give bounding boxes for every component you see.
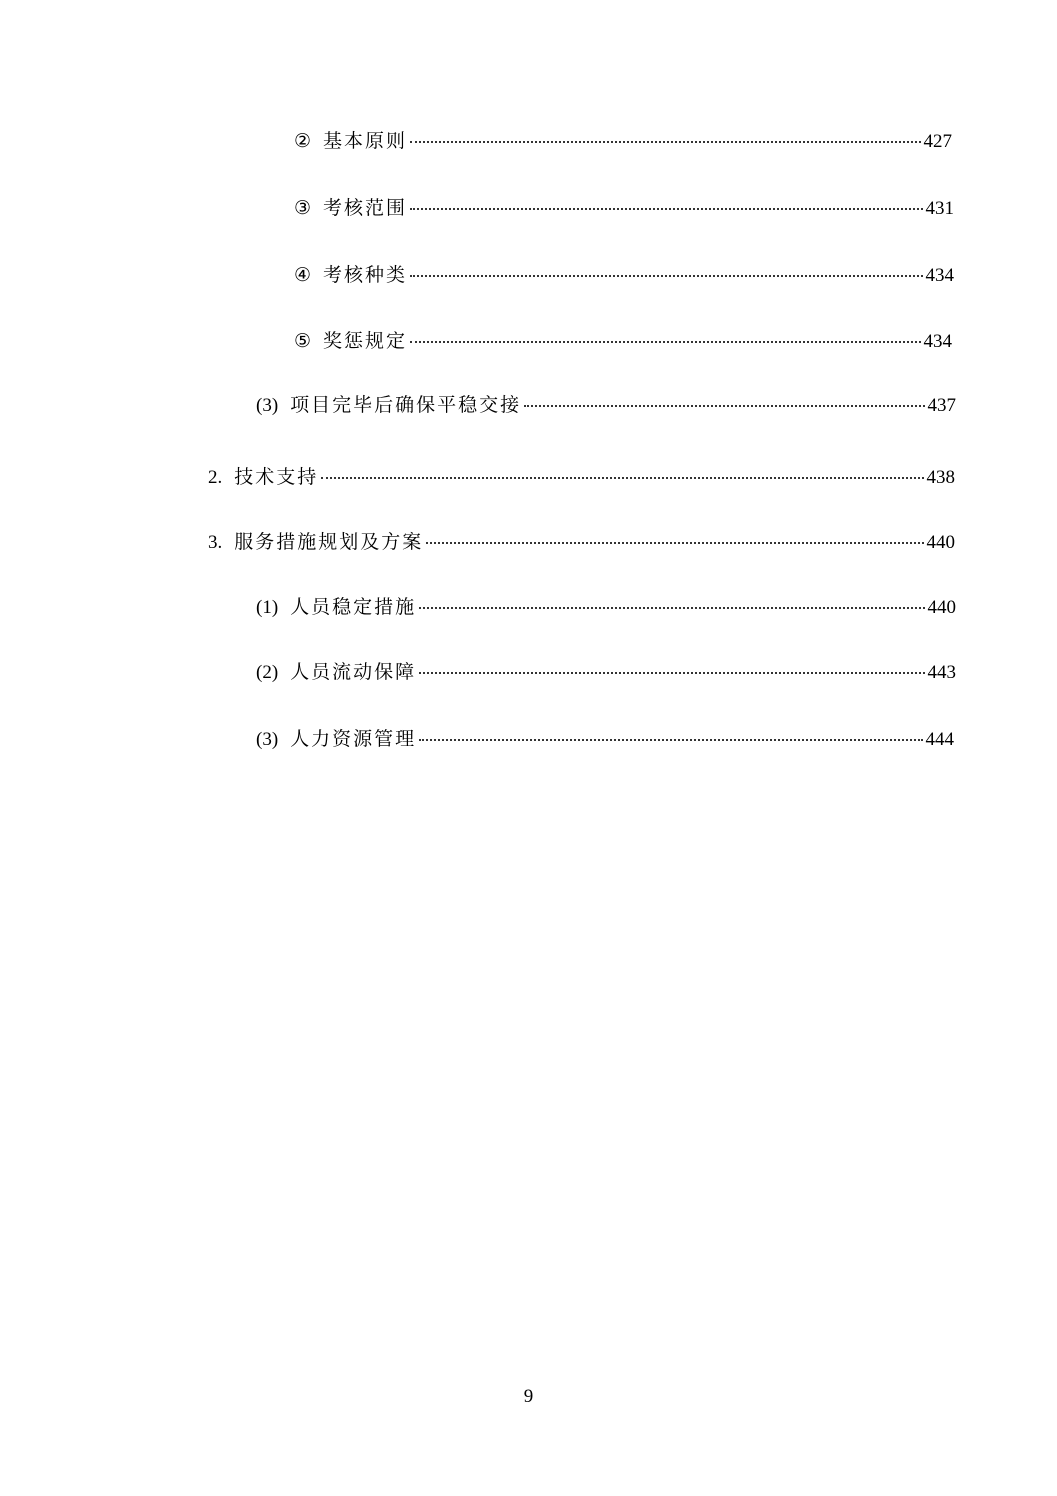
- toc-entry-title: 基本原则: [323, 131, 408, 152]
- toc-entry-title: 服务措施规划及方案: [234, 532, 424, 553]
- dot-leader: [419, 671, 924, 674]
- toc-entry[interactable]: [208, 466, 955, 490]
- toc-entry-number: (2): [256, 662, 279, 683]
- toc-entry-page: 434: [923, 331, 952, 352]
- toc-entry-number: ③: [294, 198, 312, 219]
- toc-entry-page: 427: [923, 131, 952, 152]
- dot-leader: [410, 207, 922, 210]
- toc-entry-page: 443: [927, 662, 956, 683]
- toc-entry-number: (1): [256, 597, 279, 618]
- dot-leader: [419, 738, 922, 741]
- toc-entry-page: 444: [925, 729, 954, 750]
- toc-entry-title: 技术支持: [234, 467, 319, 488]
- toc-entry[interactable]: [256, 596, 956, 620]
- toc-entry-number: (3): [256, 395, 279, 416]
- toc-entry-title: 奖惩规定: [323, 331, 408, 352]
- toc-entry[interactable]: [256, 728, 954, 752]
- toc-entry[interactable]: [294, 130, 952, 154]
- toc-entry[interactable]: [208, 531, 955, 555]
- dot-leader: [321, 476, 923, 479]
- toc-entry[interactable]: [294, 330, 952, 354]
- toc-entry-number: 2.: [208, 467, 223, 488]
- dot-leader: [410, 140, 920, 143]
- dot-leader: [524, 404, 924, 407]
- dot-leader: [410, 274, 922, 277]
- toc-entry-page: 434: [925, 265, 954, 286]
- toc-entry-number: (3): [256, 729, 279, 750]
- page-number: 9: [523, 1386, 534, 1407]
- toc-entry-number: ④: [294, 265, 312, 286]
- toc-entry-page: 431: [925, 198, 954, 219]
- toc-entry-number: ②: [294, 131, 312, 152]
- toc-entry-title: 考核范围: [323, 198, 408, 219]
- toc-entry[interactable]: [256, 661, 956, 685]
- toc-entry-title: 人员稳定措施: [290, 597, 417, 618]
- dot-leader: [426, 541, 923, 544]
- dot-leader: [419, 606, 924, 609]
- toc-entry[interactable]: [294, 197, 954, 221]
- toc-entry-number: ⑤: [294, 331, 312, 352]
- toc-entry-title: 考核种类: [323, 265, 408, 286]
- toc-entry-page: 438: [926, 467, 955, 488]
- toc-entry-page: 440: [926, 532, 955, 553]
- toc-entry-title: 项目完毕后确保平稳交接: [290, 395, 522, 416]
- dot-leader: [410, 340, 920, 343]
- toc-entry-page: 440: [927, 597, 956, 618]
- toc-entry-number: 3.: [208, 532, 223, 553]
- toc-entry[interactable]: [256, 394, 956, 418]
- toc-entry-title: 人员流动保障: [290, 662, 417, 683]
- toc-entry[interactable]: [294, 264, 954, 288]
- toc-entry-title: 人力资源管理: [290, 729, 417, 750]
- toc-entry-page: 437: [927, 395, 956, 416]
